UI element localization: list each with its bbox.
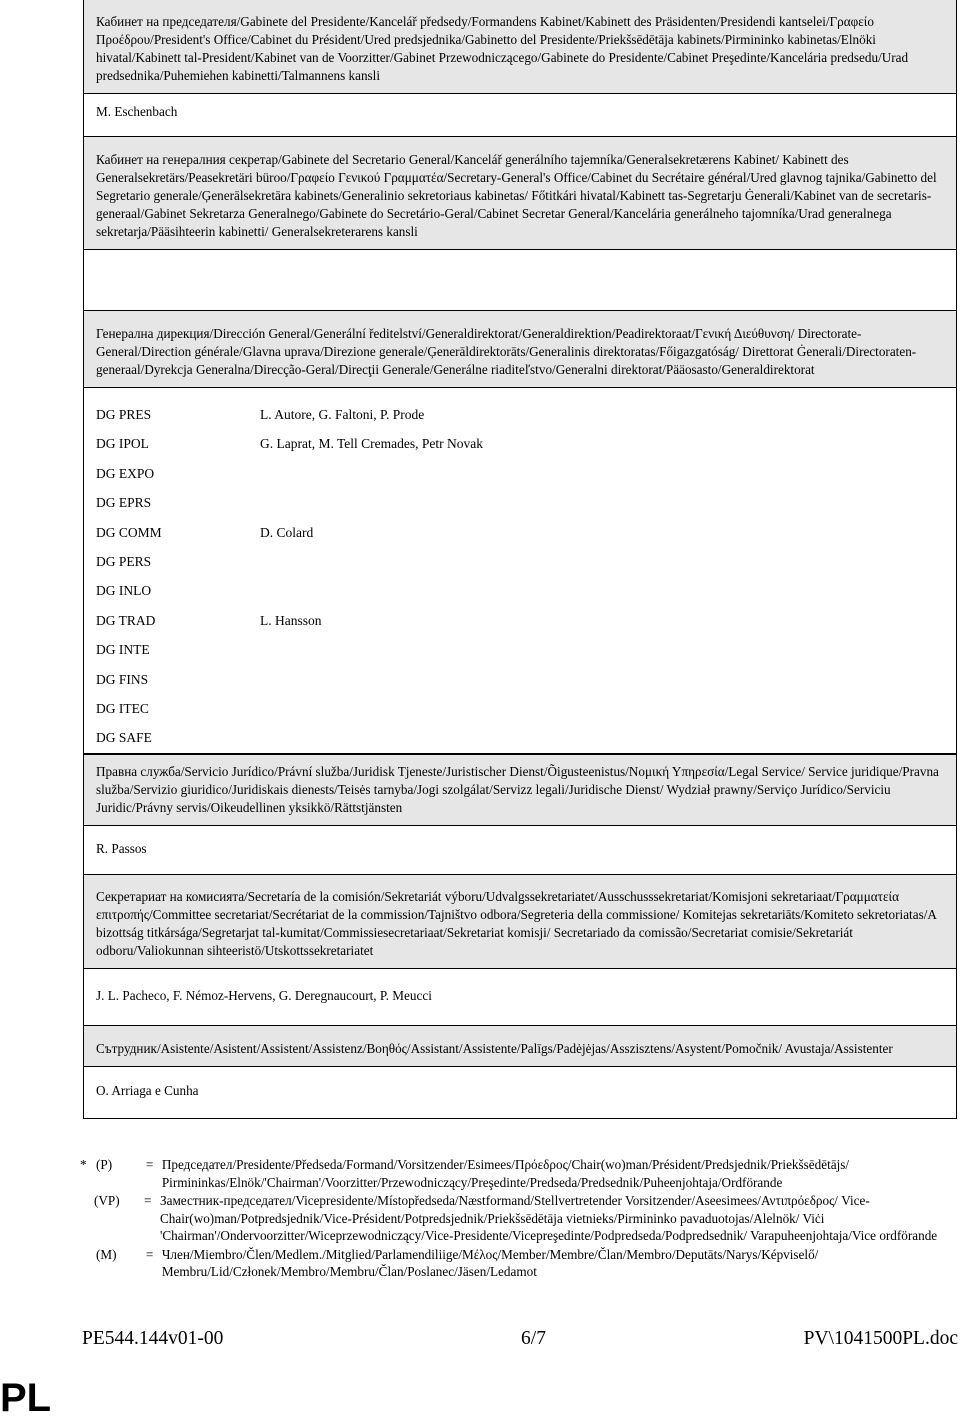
- dg-names: [260, 723, 945, 752]
- dg-names: L. Hansson: [260, 612, 322, 628]
- dg-code: DG SAFE: [96, 730, 152, 746]
- dg-heading: [83, 311, 957, 388]
- dg-code: DG FINS: [96, 671, 149, 687]
- dg-names: [260, 547, 945, 576]
- dg-code: DG INTE: [96, 642, 150, 658]
- page-number: 6/7: [521, 1328, 546, 1349]
- footnote-row: [80, 1156, 960, 1191]
- legal-names: R. Passos: [96, 840, 147, 856]
- footnote-key: (VP): [94, 1193, 120, 1208]
- dg-code: DG PRES: [96, 407, 152, 422]
- footnote-eq: =: [144, 1193, 152, 1208]
- dg-names: [260, 665, 945, 694]
- assistant-names-box: [83, 1067, 957, 1119]
- dg-names: [260, 459, 945, 488]
- secgen-cabinet-names-box: [83, 250, 957, 311]
- dg-names: [260, 488, 945, 517]
- dg-table-box: [83, 388, 957, 754]
- footnote-eq: =: [145, 1246, 154, 1262]
- footnote-eq: =: [145, 1157, 154, 1172]
- president-cabinet-title: Кабинет на председателя/Gabinete del Presidente/Kancelář předsedy/Formandens Kabinet/Kabinett des Präsidenten/Presidendi kantselei/Γραφείο Προέδρου/President's Office/Cabinet du Président/Ured predsjednika/Gabinetto del Presidente/Priekšsēdētāja kabinets/Pirmininko kabinetas/Elnöki hivatal/Kabinett tal-President/Kabinet van de Voorzitter/Gabinet Przewodniczącego/Gabinete do Presidente/Cabinet Preşedinte/Kancelária predsedu/Urad predsednika/Puhemiehen kabinetti/Talmannens kansli: [96, 14, 909, 83]
- dg-table: [96, 400, 945, 753]
- dg-code: DG COMM: [96, 524, 162, 540]
- dg-names: [260, 635, 945, 664]
- attendance-sheet: [83, 0, 957, 1119]
- dg-code: DG ITEC: [96, 700, 149, 716]
- dg-names: [260, 576, 945, 605]
- secretariat-title: Секретариат на комисията/Secretaría de la comisión/Sekretariát výboru/Udvalgssekretariatet/Ausschusssekretariat/Komisjoni sekretariaat/Γραμματεία επιτροπής/Committee secretariat/Secrétariat de la commission/Tajništvo odbora/Segreteria della commissione/ Komitejas sekretariāts/Komiteto sekretoriatas/A bizottság titkársága/Segretarjat tal-kumitat/Commissiesecretariaat/Sekretariat komisji/ Secretariado da comissão/Secretariat comisie/Sekretariát odboru/Valiokunnan sihteeristö/Utskottssekretariatet: [96, 888, 937, 958]
- dg-code: DG IPOL: [96, 436, 149, 452]
- footnote-text: Председател/Presidente/Předseda/Formand/Vorsitzender/Esimees/Πρόεδρος/Chair(wo)man/Président/Predsjednik/Priekšsēdētājs/ Pirmininkas/Elnök/'Chairman'/Voorzitter/Przewodniczący/Preşedinte/Predseda/Predsednik/Puheenjohtaja/Ordförande: [161, 1157, 850, 1190]
- secgen-cabinet-title: Кабинет на генералния секретар/Gabinete del Secretario General/Kancelář generálního tajemníka/Generalsekretærens Kabinet/ Kabinett des Generalsekretärs/Peasekretäri büroo/Γραφείο Γενικού Γραμματέα/Secretary-General's Office/Cabinet du Secrétaire général/Ured glavnog tajnika/Gabinetto del Segretario generale/Ģenerālsekretāra kabinets/Generalinio sekretoriaus kabinetas/ Főtitkári hivatal/Kabinett tas-Segretarju Ġenerali/Kabinet van de secretaris-generaal/Gabinet Sekretarza Generalnego/Gabinete do Secretário-Geral/Cabinet Secretar General/Kancelária generálneho tajomníka/Urad generalnega sekretarja/Pääsihteerin kabinetti/ Generalsekreterarens kansli: [96, 152, 937, 239]
- dg-names: [260, 694, 945, 723]
- dg-code: DG EPRS: [96, 495, 152, 511]
- footnote-star: *: [80, 1157, 87, 1172]
- legal-names-box: [83, 826, 957, 875]
- secretariat-names: J. L. Pacheco, F. Némoz-Hervens, G. Deregnaucourt, P. Meucci: [96, 987, 432, 1003]
- dg-code: DG PERS: [96, 553, 152, 569]
- page-footer: [82, 1328, 958, 1350]
- secretariat-names-box: [83, 969, 957, 1026]
- footnote-text: Член/Miembro/Člen/Medlem./Mitglied/Parlamendiliige/Μέλος/Member/Membre/Član/Membro/Deputāts/Narys/Képviselő/ Membru/Lid/Członek/Membro/Membru/Član/Poslanec/Jäsen/Ledamot: [161, 1246, 819, 1279]
- dg-code: DG EXPO: [96, 465, 155, 481]
- footnotes: [80, 1156, 960, 1281]
- secretariat-heading: [83, 875, 957, 969]
- footnote-key: (P): [95, 1157, 113, 1172]
- president-cabinet-heading: [83, 0, 957, 94]
- dg-title: Генерална дирекция/Dirección General/Generální ředitelství/Generaldirektorat/Generaldirektion/Peadirektoraat/Γενική Διεύθυνση/ Directorate-General/Direction générale/Glavna uprava/Direzione generale/Ģenerāldirektorāts/Generalinis direktoratas/Főigazgatóság/ Direttorat Ġenerali/Directoraten-generaal/Dyrekcja Generalna/Direcção-Geral/Direcţii Generale/Generálne riaditeľstvo/Generalni direktorat/Pääosasto/Generaldirektorat: [96, 326, 917, 377]
- assistant-heading: [83, 1026, 957, 1067]
- dg-code: DG INLO: [96, 583, 152, 599]
- language-code: PL: [0, 1376, 52, 1420]
- secgen-cabinet-heading: [83, 137, 957, 250]
- legal-heading: [83, 754, 957, 826]
- president-cabinet-names: M. Eschenbach: [96, 104, 178, 119]
- dg-names: G. Laprat, M. Tell Cremades, Petr Novak: [260, 436, 484, 452]
- assistant-title: Сътрудник/Asistente/Asistent/Assistent/Assistenz/Βοηθός/Assistant/Assistente/Palīgs/Padėjėjas/Asszisztens/Asystent/Pomočnik/ Avustaja/Assistenter: [96, 1040, 893, 1056]
- doc-reference: PE544.144v01-00: [82, 1328, 224, 1349]
- file-name: PV\1041500PL.doc: [803, 1328, 958, 1349]
- footnote-row: [80, 1246, 960, 1281]
- dg-code: DG TRAD: [96, 612, 156, 628]
- president-cabinet-names-box: [83, 94, 957, 137]
- legal-title: Правна служба/Servicio Jurídico/Právní služba/Juridisk Tjeneste/Juristischer Dienst/Õigusteenistus/Νομική Υπηρεσία/Legal Service/ Service juridique/Pravna služba/Servizio giuridico/Juridiskais dienests/Teisės tarnyba/Jogi szolgálat/Servizz legali/Juridische Dienst/ Wydział prawny/Serviço Jurídico/Serviciu Juridic/Právny servis/Oikeudellinen yksikkö/Rättstjänsten: [96, 763, 939, 815]
- footnote-text: Заместник-председател/Vicepresidente/Místopředseda/Næstformand/Stellvertretender Vorsitzender/Aseesimees/Αντιπρόεδρος/ Vice-Chair(wo)man/Potpredsjednik/Vice-Président/Potpredsjednik/Priekšsēdētāja vietnieks/Pirmininko pavaduotojas/Alelnök/ Viċi 'Chairman'/Ondervoorzitter/Wiceprzewodniczący/Vice-Presidente/Vicepreşedinte/Podpredseda/Podpredsednik/ Varapuheenjohtaja/Vice ordförande: [160, 1193, 938, 1243]
- dg-names: D. Colard: [260, 524, 314, 540]
- footnote-row: [80, 1192, 960, 1245]
- footnote-key: (M): [95, 1246, 117, 1262]
- dg-names: L. Autore, G. Faltoni, P. Prode: [260, 407, 425, 422]
- assistant-names: O. Arriaga e Cunha: [96, 1082, 199, 1098]
